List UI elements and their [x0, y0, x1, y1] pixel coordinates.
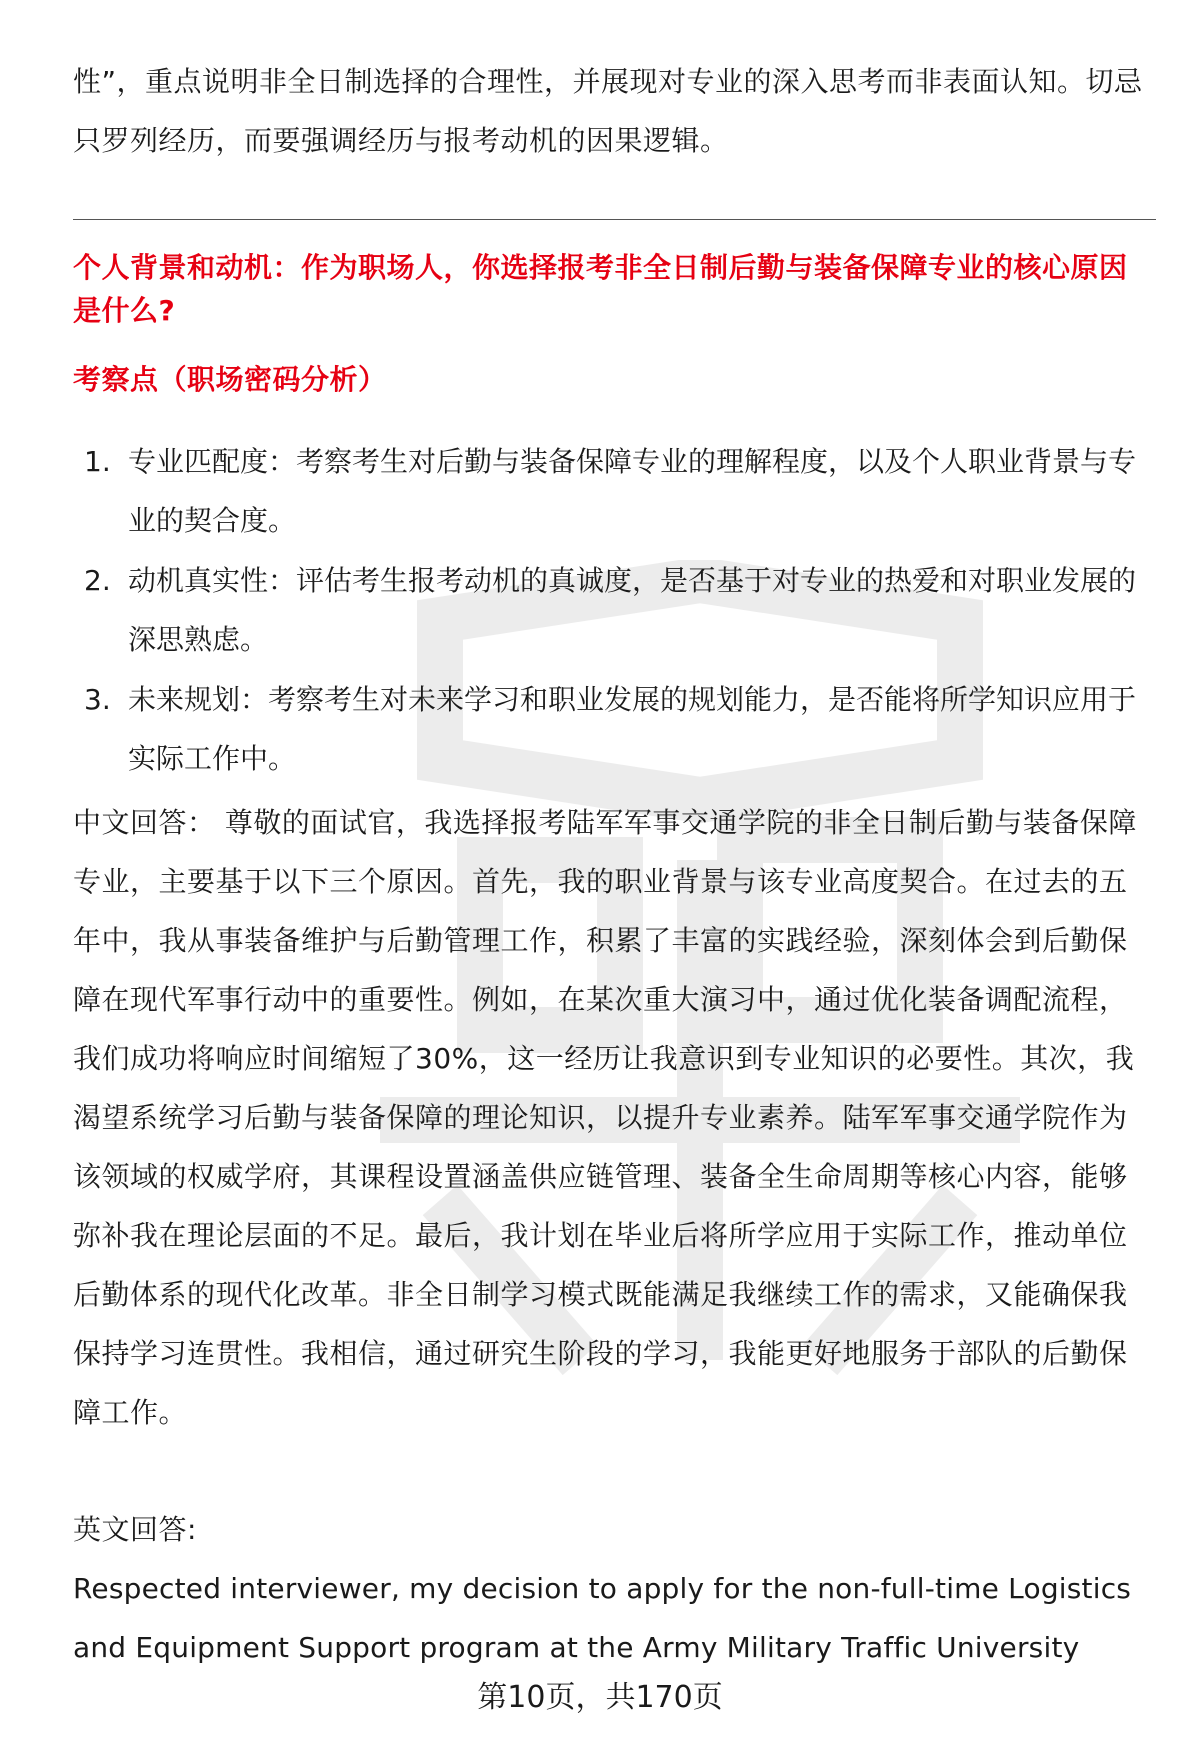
intro-paragraph: 性”，重点说明非全日制选择的合理性，并展现对专业的深入思考而非表面认知。切忌只罗列经历，而要强调经历与报考动机的因果逻辑。 [73, 65, 1143, 157]
list-item-number: 3. [84, 683, 111, 716]
english-answer-label: 英文回答: [73, 1513, 197, 1546]
page-number-footer: 第10页，共170页 [477, 1680, 723, 1715]
list-item [84, 551, 1144, 669]
chinese-answer-paragraph: 中文回答： 尊敬的面试官，我选择报考陆军军事交通学院的非全日制后勤与装备保障专业，主要基于以下三个原因。首先，我的职业背景与该专业高度契合。在过去的五年中，我从事装备维护与后勤管理工作，积累了丰富的实践经验，深刻体会到后勤保障在现代军事行动中的重要性。例如，在某次重大演习中，通过优化装备调配流程，我们成功将响应时间缩短了30%，这一经历让我意识到专业知识的必要性。其次，我渴望系统学习后勤与装备保障的理论知识，以提升专业素养。陆军军事交通学院作为该领域的权威学府，其课程设置涵盖供应链管理、装备全生命周期等核心内容，能够弥补我在理论层面的不足。最后，我计划在毕业后将所学应用于实际工作，推动单位后勤体系的现代化改革。非全日制学习模式既能满足我继续工作的需求，又能确保我保持学习连贯性。我相信，通过研究生阶段的学习，我能更好地服务于部队的后勤保障工作。 [73, 806, 1137, 1429]
list-item [84, 432, 1144, 550]
list-item-number: 2. [84, 564, 111, 597]
list-item-text: 专业匹配度：考察考生对后勤与装备保障专业的理解程度，以及个人职业背景与专业的契合度。 [128, 445, 1137, 537]
list-item-number: 1. [84, 445, 111, 478]
list-item-text: 动机真实性：评估考生报考动机的真诚度，是否基于对专业的热爱和对职业发展的深思熟虑。 [128, 564, 1137, 656]
section-label: 考察点（职场密码分析） [73, 363, 387, 396]
section-divider [73, 219, 1156, 220]
list-item-text: 未来规划：考察考生对未来学习和职业发展的规划能力，是否能将所学知识应用于实际工作中。 [128, 683, 1137, 775]
list-item [84, 670, 1144, 788]
assessment-points-list [84, 432, 1144, 789]
question-heading: 个人背景和动机：作为职场人，你选择报考非全日制后勤与装备保障专业的核心原因是什么? [73, 251, 1128, 327]
english-answer-paragraph: Respected interviewer, my decision to apply for the non-full-time Logistics and Equipment Support program at the Army Military Traffic University [73, 1572, 1132, 1664]
